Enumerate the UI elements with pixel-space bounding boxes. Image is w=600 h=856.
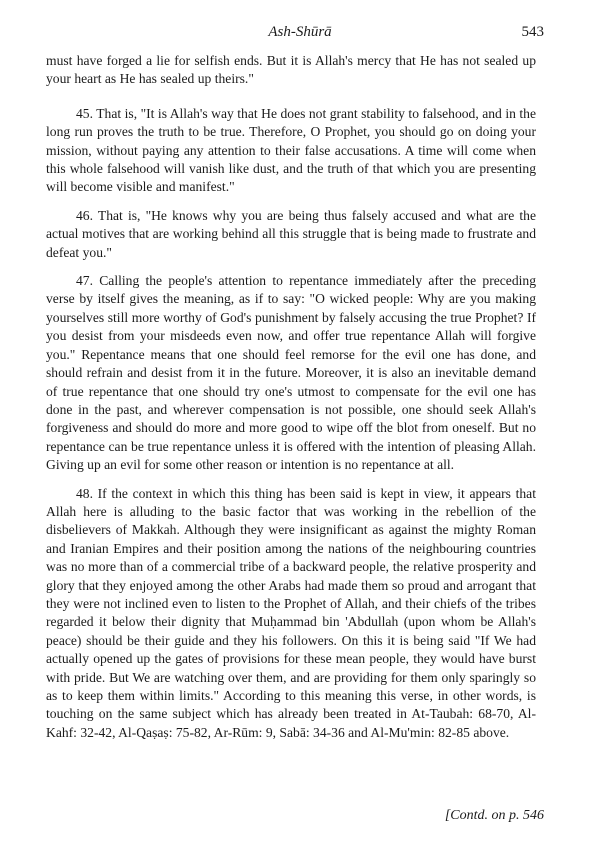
note-47: 47. Calling the people's attention to repentance immediately after the preceding verse by itself gives the meaning, as if to say: "O wicked people: Why are you making yourselves still more worthy of God's punishment by falsely accusing the true Prophet? If you desist from your misdeeds even now, and offer true repentance Allah will forgive you." Repentance means that one should feel remorse for the evil one has done, and should refrain and desist from it in the future. Moreover, it is also an inevitable demand of true repentance that one should try one's utmost to compensate for the evil one has done in the past, and wherever compensation is not possible, one should seek Allah's forgiveness and should do more and more good to wipe off the blot from oneself. But no repentance can be true repentance unless it is offered with the intention of pleasing Allah. Giving up an evil for some other reason or intention is no repentance at all.	[46, 273, 536, 473]
page-number: 543	[521, 24, 544, 40]
chapter-title: Ash-Shūrā	[268, 24, 332, 40]
note-48: 48. If the context in which this thing has been said is kept in view, it appears that Allah here is alluding to the basic factor that was working in the rebellion of the disbelievers of Makkah. Although they were insignificant as against the mighty Roman and Iranian Empires and their position among the nations of the neighbouring countries was no more than of a commercial tribe of a backward people, the relative prosperity and glory that they enjoyed among the other Arabs had made them so proud and arrogant that they were not inclined even to listen to the Prophet of Allah, and their chiefs of the tribes regarded it below their dignity that Muḥammad bin 'Abdullah (upon whom be Allah's peace) should be their guide and they his followers. On this it is being said "If We had actually opened up the gates of provisions for these mean people, they would have burst with pride. But We are watching over them, and are providing for them only sparingly so as to keep them within limits." According to this meaning this verse, in other words, is touching on the same subject which has already been treated in At-Taubah: 68-70, Al-Kahf: 32-42, Al-Qaṣaṣ: 75-82, Ar-Rūm: 9, Sabā: 34-36 and Al-Mu'min: 82-85 above.	[46, 485, 536, 740]
running-head	[0, 22, 600, 44]
page-body	[46, 52, 536, 752]
note-46: 46. That is, "He knows why you are being thus falsely accused and what are the actual motives that are working behind all this struggle that is being made to frustrate and defeat you."	[46, 207, 536, 260]
paragraph-continuation: must have forged a lie for selfish ends. But it is Allah's mercy that He has not sealed up your heart as He has sealed up theirs."	[46, 53, 536, 87]
note-45: 45. That is, "It is Allah's way that He does not grant stability to falsehood, and in the long run proves the truth to be true. Therefore, O Prophet, you should go on doing your mission, without paying any attention to their false accusations. A time will come when this whole falsehood will vanish like dust, and the truth of that which you are presenting will become visible and manifest."	[46, 105, 536, 195]
continued-note: [Contd. on p. 546	[444, 808, 544, 823]
